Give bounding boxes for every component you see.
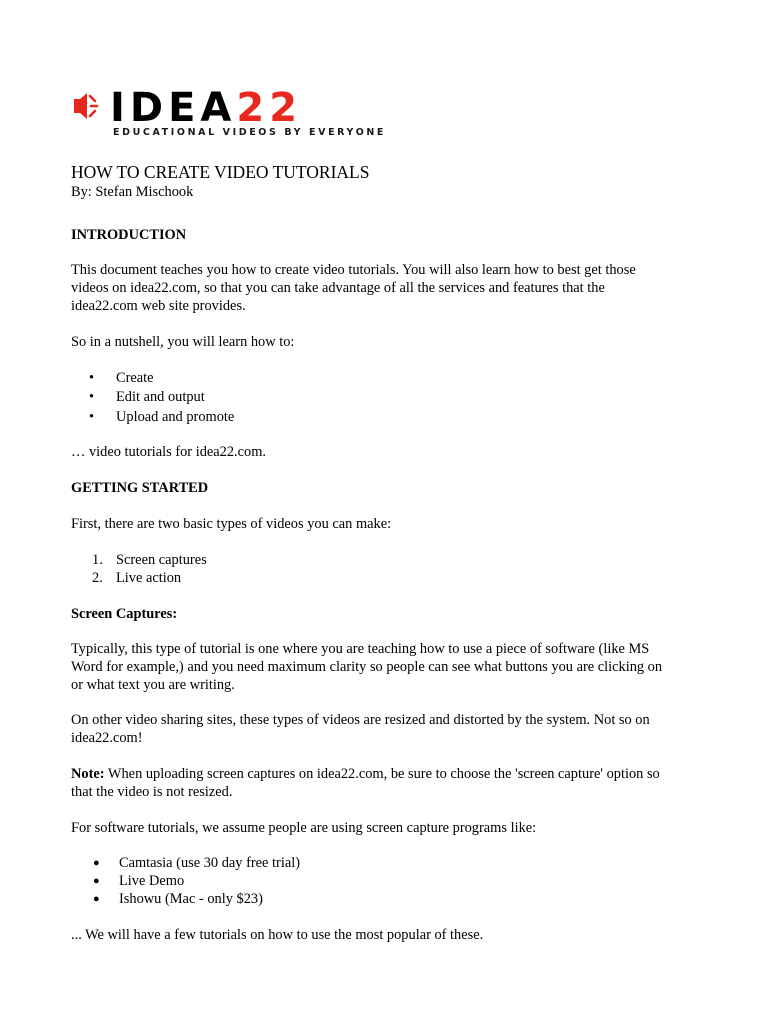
software-intro: For software tutorials, we assume people are using screen capture programs like: xyxy=(71,820,537,836)
list-item xyxy=(71,551,711,569)
paragraph-line: idea22.com! xyxy=(71,730,143,746)
document-title: HOW TO CREATE VIDEO TUTORIALS xyxy=(71,162,370,182)
logo-wordmark xyxy=(110,85,303,131)
list-item xyxy=(71,872,711,890)
note-text: When uploading screen captures on idea22.com, be sure to choose the 'screen capture' option so xyxy=(104,766,660,782)
introduction-paragraph xyxy=(71,261,711,315)
note-label: Note: xyxy=(71,766,105,782)
list-item-label: Ishowu (Mac - only $23) xyxy=(119,890,263,907)
bullet-icon: ● xyxy=(93,857,100,869)
bullet-icon: • xyxy=(89,389,95,406)
bullet-icon: ● xyxy=(93,874,100,887)
list-number: 1. xyxy=(92,552,103,568)
list-item xyxy=(71,388,711,407)
video-types-list xyxy=(71,551,711,587)
screen-captures-paragraph xyxy=(71,640,711,694)
idea22-logo xyxy=(71,84,387,144)
paragraph-line: or what text you are writing. xyxy=(71,677,235,693)
list-item xyxy=(71,369,711,388)
note-paragraph xyxy=(71,765,711,801)
list-item-label: Live Demo xyxy=(119,872,185,889)
document-byline: By: Stefan Mischook xyxy=(71,184,194,200)
programs-list xyxy=(71,854,711,907)
paragraph-line: Word for example,) and you need maximum clarity so people can see what buttons you are clicking on xyxy=(71,659,663,675)
screen-captures-heading: Screen Captures: xyxy=(71,606,178,622)
paragraph-line xyxy=(71,765,711,783)
logo-tagline: EDUCATIONAL VIDEOS BY EVERYONE xyxy=(113,127,387,138)
introduction-heading: INTRODUCTION xyxy=(71,227,187,243)
list-item xyxy=(71,854,711,872)
bullet-icon: • xyxy=(89,408,95,425)
paragraph-line: that the video is not resized. xyxy=(71,784,233,800)
other-sites-paragraph xyxy=(71,711,711,747)
types-intro: First, there are two basic types of videos you can make: xyxy=(71,516,392,532)
list-item-label: Upload and promote xyxy=(116,408,235,425)
paragraph-line: On other video sharing sites, these types of videos are resized and distorted by the system. Not so on xyxy=(71,712,650,728)
learn-suffix: … video tutorials for idea22.com. xyxy=(71,444,267,460)
closing-text: ... We will have a few tutorials on how to use the most popular of these. xyxy=(71,927,484,943)
list-item-label: Edit and output xyxy=(116,389,205,406)
paragraph-line: This document teaches you how to create video tutorials. You will also learn how to best get those xyxy=(71,262,636,278)
bullet-icon: ● xyxy=(93,892,100,905)
paragraph-line: Typically, this type of tutorial is one where you are teaching how to use a piece of software (like MS xyxy=(71,641,650,657)
nutshell-text: So in a nutshell, you will learn how to: xyxy=(71,334,295,350)
list-item-label: Create xyxy=(116,370,154,386)
list-item xyxy=(71,890,711,908)
list-item-label: Screen captures xyxy=(116,552,207,568)
list-number: 2. xyxy=(92,569,103,586)
paragraph-line: videos on idea22.com, so that you can take advantage of all the services and features that the xyxy=(71,280,605,296)
getting-started-heading: GETTING STARTED xyxy=(71,480,209,496)
logo-wordmark-red: 22 xyxy=(236,85,303,131)
bullet-icon: • xyxy=(89,370,95,386)
learn-list xyxy=(71,369,711,427)
list-item-label: Camtasia (use 30 day free trial) xyxy=(119,855,301,871)
speaker-icon xyxy=(71,91,101,121)
list-item xyxy=(71,569,711,587)
list-item-label: Live action xyxy=(116,569,182,586)
paragraph-line: idea22.com web site provides. xyxy=(71,298,246,314)
list-item xyxy=(71,408,711,427)
logo-wordmark-black: IDEA xyxy=(110,85,237,131)
